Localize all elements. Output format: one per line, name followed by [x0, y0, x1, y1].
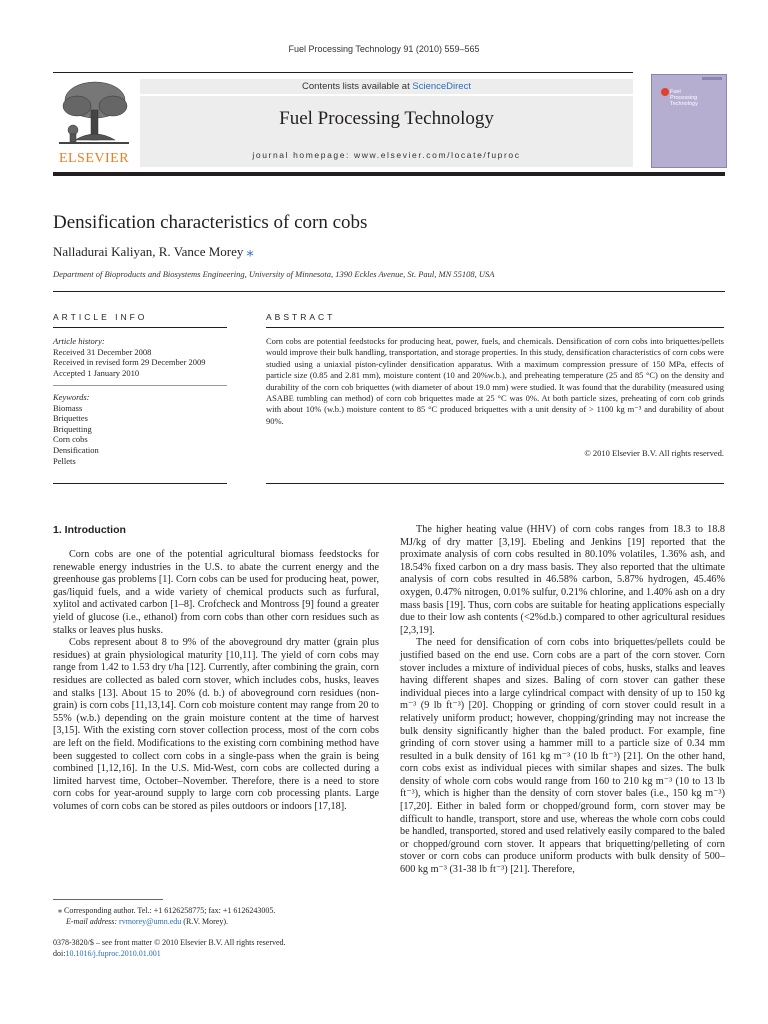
paragraph: The need for densification of corn cobs into briquettes/pellets could be justified based on the end use. Corn cobs are a part of the corn stover. Corn stover includes a mixture of individual pieces of cobs, husks, stalks and leaves having different shapes and sizes. Baling of corn stover can gather these individual pieces into a large cylindrical compact with density of up to 150 kg m⁻³ (9 lb ft⁻³) [20]. Chopping or grinding of corn stover could result in a relatively uniform product; however, chopping/grinding may not increase the bulk density significantly higher than the baled product. For example, fine grinding of corn stover using a hammer mill to a particle size of 0.34 mm resulted in a bulk density of 161 kg m⁻³ (10 lb ft⁻³) [21]. On the other hand, corn cobs exist as individual pieces with similar shapes and sizes. The bulk density of whole corn cobs would range from 160 to 210 kg m⁻³ (10 to 13 lb ft⁻³), which is higher than the density of corn stover bales (i.e., 150 kg m⁻³) [17,20]. Either in baled form or chopped/ground form, corn stover may be difficult to handle, transport, store and use, whereas the whole corn cobs could be handled, transported, stored and used relatively easily compared to the baled or chopped/ground corn stover. It appears that briquetting/pelleting of corn stover or corn cobs can produce uniform products with bulk density of 500–600 kg m⁻³ (31-38 lb ft⁻³) [21]. Therefore,: [400, 637, 725, 876]
journal-name: Fuel Processing Technology: [279, 108, 494, 129]
keyword: Briquettes: [53, 413, 88, 424]
footnote: [58, 906, 378, 927]
article-info-bottom-rule: [53, 483, 227, 484]
homepage-url[interactable]: www.elsevier.com/locate/fuproc: [354, 150, 521, 160]
keyword: Briquetting: [53, 423, 92, 434]
sciencedirect-link[interactable]: ScienceDirect: [412, 81, 471, 92]
history-received: Received 31 December 2008: [53, 346, 152, 357]
article-info-rule: [53, 327, 227, 328]
header-bottom-rule: [53, 172, 725, 176]
email-line: [58, 917, 378, 928]
doi-link[interactable]: 10.1016/j.fuproc.2010.01.001: [65, 948, 161, 958]
history-accepted: Accepted 1 January 2010: [53, 367, 140, 378]
elsevier-wordmark: ELSEVIER: [58, 151, 130, 166]
contents-prefix: Contents lists available at: [302, 81, 410, 92]
homepage-prefix: journal homepage:: [252, 150, 351, 160]
cover-title: [670, 89, 698, 107]
left-column: [53, 549, 379, 813]
cover-stripe: [702, 77, 722, 80]
header-top-rule: [53, 72, 633, 73]
section-heading-introduction: 1. Introduction: [53, 524, 126, 536]
email-link[interactable]: rvmorey@umn.edu: [119, 916, 182, 926]
footer: [53, 938, 383, 959]
cover-title-line: Technology: [670, 101, 698, 107]
abstract-rule: [266, 327, 724, 328]
authors: [53, 244, 254, 261]
journal-homepage: [140, 150, 633, 160]
right-column: [400, 524, 725, 877]
abstract-text: Corn cobs are potential feedstocks for producing heat, power, fuels, and chemicals. Densification of corn cobs into briquettes/pellets would improve their bulk handling, transportation, and storage properties. In this study, densification characteristics of corn cobs were studied using a uniaxial piston-cylinder densification apparatus. With a maximum compression pressure of 150 MPa, effects of particle size (0.85 and 2.81 mm), moisture content (10 and 20%w.b.), and preheating temperature (25 and 85 °C) on the density and durability of the corn cob briquettes (with diameter of about 19.0 mm) were studied. It was found that the durability (measured using ASABE tumbling can method) of corn cob briquettes made at 25 °C was 0%. At both particle sizes, preheating of corn cob grinds with about 10% (w.b.) moisture content to 85 °C produced briquettes with a unit density of > 1100 kg m⁻³ and durability of about 90%.: [266, 336, 724, 426]
corresponding-author-marker[interactable]: ⁎: [246, 245, 254, 260]
article-title: Densification characteristics of corn cobs: [53, 212, 368, 233]
cover-logo-icon: [661, 88, 669, 96]
keyword: Pellets: [53, 455, 76, 466]
journal-cover-image: [651, 74, 727, 168]
author-names: Nalladurai Kaliyan, R. Vance Morey: [53, 244, 244, 259]
email-suffix: (R.V. Morey).: [183, 916, 229, 926]
footnote-rule: [53, 899, 163, 900]
history-label: Article history:: [53, 336, 105, 346]
corresponding-author-note: ⁎ Corresponding author. Tel.: +1 6126258775; fax: +1 6126243005.: [58, 906, 276, 915]
doi-label: doi:: [53, 948, 66, 958]
journal-reference: Fuel Processing Technology 91 (2010) 559–565: [288, 44, 480, 54]
paragraph: The higher heating value (HHV) of corn cobs ranges from 18.3 to 18.8 MJ/kg of dry matter [3,19]. Ebeling and Jenkins [19] reported that the proximate analysis of corn cobs resulted in 80.10% volatiles, 1.36% ash, and 18.54% fixed carbon on a dry mass basis. They also reported that the ultimate analysis of corn cobs resulted in 46.58% carbon, 5.87% hydrogen, 45.46% oxygen, 0.47% nitrogen, 0.01% sulfur, 0.21% chlorine, and 1.40% ash on a dry mass basis [19]. Thus, corn cobs are suitable for heating applications especially due to their low ash contents (<2%d.b.) compared to other agricultural residues [2,3,19].: [400, 524, 725, 636]
article-info-heading: ARTICLE INFO: [53, 312, 148, 322]
issn-line: 0378-3820/$ – see front matter © 2010 Elsevier B.V. All rights reserved.: [53, 938, 286, 947]
rule-above-info: [53, 291, 725, 292]
email-label: E-mail address:: [66, 916, 118, 926]
article-history: [53, 336, 253, 378]
cover-title-line: Fuel: [670, 89, 681, 95]
doi-line: [53, 949, 383, 960]
keyword: Densification: [53, 444, 99, 455]
keyword: Biomass: [53, 402, 83, 413]
abstract-bottom-rule: [266, 483, 724, 484]
paragraph: Cobs represent about 8 to 9% of the aboveground dry matter (grain plus residues) at grain physiological maturity [10,11]. The yield of corn cobs may range from 1.42 to 1.53 dry t/ha [12]. Currently, after combining the grain, corn residues are collected as baled corn stover, which includes cobs, husks, leaves and stalks [13]. About 15 to 20% (d. b.) of aboveground corn residues (non-grain) is corn cobs [11,13,14]. Corn cob moisture content may range from 20 to 55% (w.b.) depending on the grain moisture content at the time of harvest [3,15]. With the existing corn stover collection process, most of the corn cobs are left on the field. Modifications to the existing corn combining method have been suggested to collect corn cobs in a single-pass when the grain is being combined [1,12,16]. In the U.S. Mid-West, corn cobs are collected during a limited harvest time, October–November. Therefore, there is a need to store corn cobs for year-around supply to large corn cob processing plants. Large volumes of corn cobs can be stored as piles outdoors or indoors [17,18].: [53, 637, 379, 812]
history-revised: Received in revised form 29 December 2009: [53, 357, 206, 368]
keyword: Corn cobs: [53, 434, 88, 445]
abstract-heading: ABSTRACT: [266, 312, 336, 322]
keywords: [53, 392, 253, 466]
abstract-copyright: © 2010 Elsevier B.V. All rights reserved.: [584, 448, 724, 458]
contents-band: [140, 79, 633, 94]
keywords-label: Keywords:: [53, 392, 90, 402]
cover-title-line: Processing: [670, 95, 698, 101]
history-rule: [53, 385, 227, 386]
affiliation: Department of Bioproducts and Biosystems Engineering, University of Minnesota, 1390 Eckles Avenue, St. Paul, MN 55108, USA: [53, 269, 495, 279]
paragraph: Corn cobs are one of the potential agricultural biomass feedstocks for renewable energy industries in the U.S. to abate the current energy and the greenhouse gas problems [1]. Corn cobs can be used for producing heat, power, gas/liquid fuels, and a wide variety of chemical products such as furfural, xylitol and activated carbon [1–8]. Crofcheck and Montross [9] found a greater yield of glucose (i.e., ethanol) from corn cobs than other corn residues such as stalks or leaves plus husks.: [53, 549, 379, 636]
